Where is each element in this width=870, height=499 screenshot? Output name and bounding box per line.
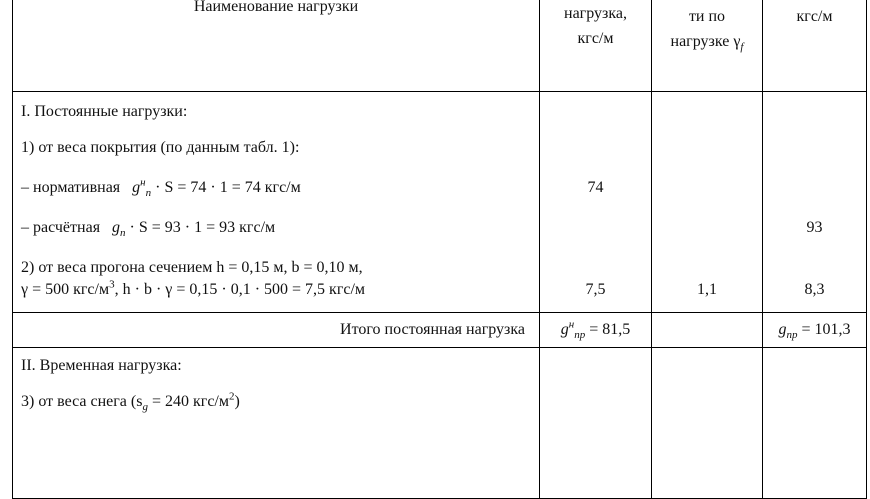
temporary-loads-description [13, 348, 540, 499]
section1-title: I. Постоянные нагрузки: [21, 103, 188, 120]
item1-cover-weight: 1) от веса покрытия (по данным табл. 1): [21, 139, 300, 156]
temporary-coef-empty [652, 348, 763, 499]
section-permanent-row [13, 92, 867, 313]
section2-title: II. Временная нагрузка: [21, 357, 182, 374]
permanent-loads-description [13, 92, 540, 313]
permanent-coef-values [652, 92, 763, 313]
header-normative-load: нагрузка, кгс/м [540, 0, 652, 92]
total-normative-value: $g^н_{пр} = 81,5$ [540, 313, 652, 348]
value-coef-purlin: 1,1 [697, 281, 717, 298]
normative-cover-line: – нормативная $g^н_n \cdot S = 74 \cdot 1 = 74$ кгс/м [21, 176, 301, 200]
value-design-purlin: 8,3 [804, 281, 825, 298]
permanent-design-values [763, 92, 867, 313]
temporary-design-empty [763, 348, 867, 499]
total-design-value: $g_{пр} = 101,3$ [763, 313, 867, 348]
item2-purlin-line1: 2) от веса прогона сечением h = 0,15 м, b = 0,10 м, [21, 259, 363, 276]
header-load-name: Наименование нагрузки [13, 0, 540, 92]
item3-snow-line: 3) от веса снега ($s_g = 240$ кгс/$м^2$) [21, 390, 240, 414]
design-cover-line: – расчётная $g_n \cdot S = 93 \cdot 1 = 93$ кгс/м [21, 219, 276, 240]
item2-purlin-line2: γ = 500 кгс/$м^3$, h · b · γ = 0,15 · 0,1 · 500 = 7,5 кгс/м [21, 278, 366, 298]
table-header-row [13, 0, 867, 92]
permanent-normative-values [540, 92, 652, 313]
total-coef-empty [652, 313, 763, 348]
value-normative-cover: 74 [587, 179, 604, 196]
value-normative-purlin: 7,5 [585, 281, 606, 298]
total-permanent-label: Итого постоянная нагрузка [13, 313, 540, 348]
temporary-normative-empty [540, 348, 652, 499]
header-reliability-coef: ти по нагрузке $\gamma_f$ [652, 0, 763, 92]
header-design-load: кгс/м [763, 0, 867, 92]
section-temporary-row [13, 348, 867, 499]
value-design-cover: 93 [806, 219, 823, 236]
total-permanent-row [13, 313, 867, 348]
load-table [12, 0, 867, 499]
